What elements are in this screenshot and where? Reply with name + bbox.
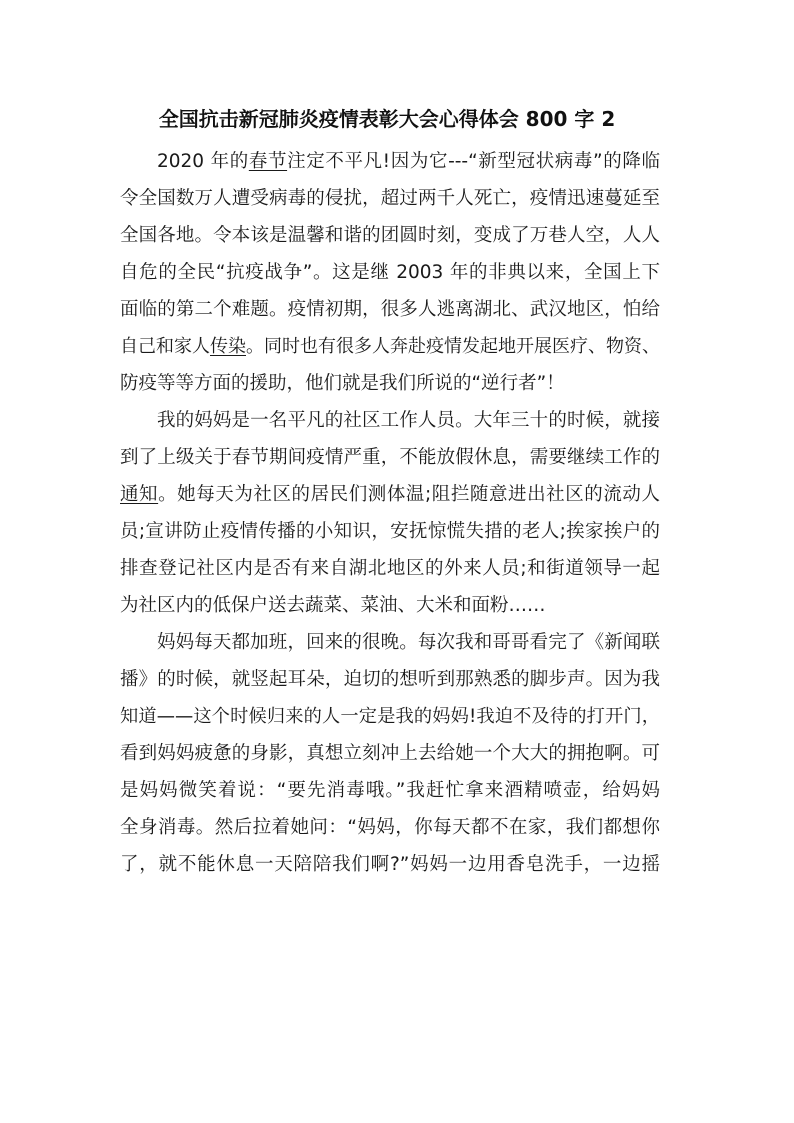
text-line: 防疫等等方面的援助，他们就是我们所说的“逆行者”！ (120, 373, 565, 394)
link-tongzhi[interactable]: 通知 (120, 484, 159, 505)
text-line: 到了上级关于春节期间疫情严重，不能放假休息，需要继续工作的 (120, 447, 660, 468)
text-line: 令全国数万人遭受病毒的侵扰，超过两千人死亡，疫情迅速蔓延至 (120, 188, 660, 209)
text-line: 播》的时候，就竖起耳朵，迫切的想听到那熟悉的脚步声。因为我 (120, 669, 660, 690)
text-line: 看到妈妈疲惫的身影，真想立刻冲上去给她一个大大的拥抱啊。可 (120, 743, 660, 764)
text-line (120, 328, 660, 365)
text-segment: 。同时也有很多人奔赴疫情发起地开展医疗、物资、 (246, 336, 660, 357)
paragraph-2 (120, 402, 660, 624)
link-chunjie[interactable]: 春节 (248, 151, 288, 172)
text-line: 知道——这个时候归来的人一定是我的妈妈!我迫不及待的打开门， (120, 706, 660, 727)
text-line (120, 143, 660, 180)
text-segment: 自己和家人 (120, 336, 210, 357)
text-segment: 2020 年的 (157, 151, 249, 172)
link-chuanran[interactable]: 传染 (210, 336, 246, 357)
document-title: 全国抗击新冠肺炎疫情表彰大会心得体会 800 字 2 (158, 107, 616, 131)
text-line: 全身消毒。然后拉着她问：“妈妈，你每天都不在家，我们都想你 (120, 817, 660, 838)
text-line: 员;宣讲防止疫情传播的小知识，安抚惊慌失措的老人;挨家挨户的 (120, 521, 660, 542)
text-line: 了，就不能休息一天陪陪我们啊?”妈妈一边用香皂洗手，一边摇 (120, 854, 660, 875)
text-segment: 。她每天为社区的居民们测体温;阻拦随意进出社区的流动人 (158, 484, 660, 505)
text-line: 妈妈每天都加班，回来的很晚。每次我和哥哥看完了《新闻联 (157, 632, 660, 653)
text-line: 为社区内的低保户送去蔬菜、菜油、大米和面粉…… (120, 595, 546, 616)
text-segment: 注定不平凡!因为它---“新型冠状病毒”的降临 (287, 151, 660, 172)
document-body (120, 143, 660, 883)
text-line (120, 476, 660, 513)
text-line: 全国各地。令本该是温馨和谐的团圆时刻，变成了万巷人空，人人 (120, 225, 660, 246)
text-line: 自危的全民“抗疫战争”。这是继 2003 年的非典以来，全国上下 (120, 262, 660, 283)
text-line: 是妈妈微笑着说：“要先消毒哦。”我赶忙拿来酒精喷壶，给妈妈 (120, 780, 660, 801)
text-line: 排查登记社区内是否有来自湖北地区的外来人员;和街道领导一起 (120, 558, 660, 579)
text-line: 面临的第二个难题。疫情初期，很多人逃离湖北、武汉地区，怕给 (120, 299, 660, 320)
text-line: 我的妈妈是一名平凡的社区工作人员。大年三十的时候，就接 (157, 410, 660, 431)
paragraph-3 (120, 624, 660, 883)
paragraph-1 (120, 143, 660, 402)
